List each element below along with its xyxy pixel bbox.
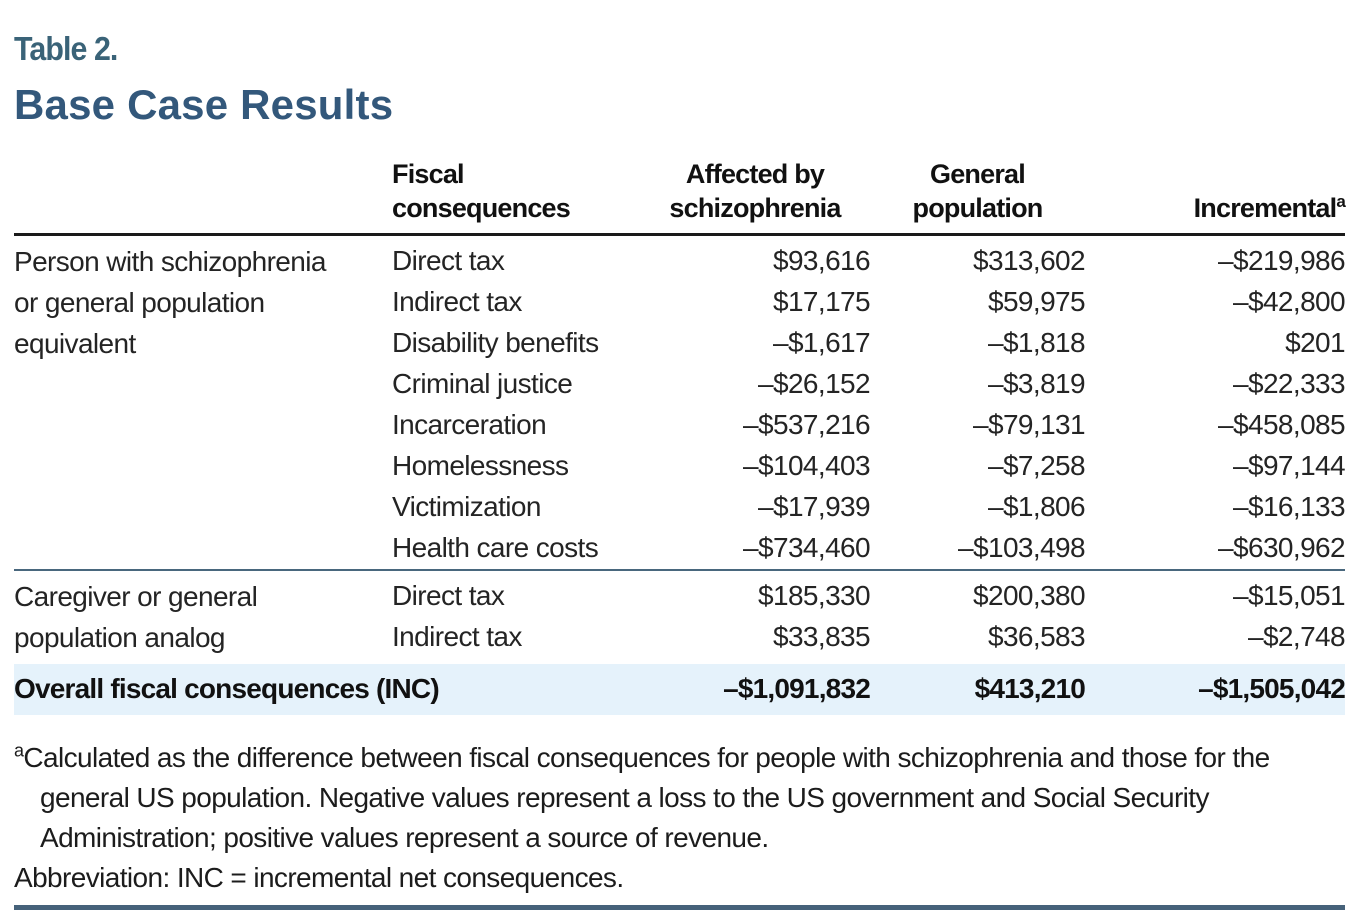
- cell-incremental: –$42,800: [1233, 286, 1345, 317]
- cell-incremental: –$458,085: [1218, 409, 1345, 440]
- cell-affected: –$104,403: [743, 450, 870, 481]
- row-category: Indirect tax: [392, 286, 522, 317]
- group-label: Person with schizophrenia or general population equivalent: [14, 245, 326, 359]
- row-category: Homelessness: [392, 450, 569, 481]
- cell-general: $59,975: [987, 286, 1085, 317]
- table-row: [392, 446, 1345, 487]
- row-category: Direct tax: [392, 245, 505, 276]
- cell-general: $200,380: [973, 580, 1085, 611]
- cell-affected: $17,175: [772, 286, 870, 317]
- cell-affected: –$734,460: [743, 532, 870, 563]
- cell-incremental: –$22,333: [1233, 368, 1345, 399]
- row-category: Health care costs: [392, 532, 599, 563]
- column-header-fiscal-consequences: Fiscal consequences: [392, 159, 570, 223]
- table-row: [392, 323, 1345, 364]
- cell-incremental: –$219,986: [1218, 245, 1345, 276]
- row-category: Disability benefits: [392, 327, 599, 358]
- cell-incremental: $201: [1285, 327, 1345, 358]
- table-row: [392, 241, 1345, 282]
- cell-affected: –$537,216: [743, 409, 870, 440]
- column-header-affected: Affected by schizophrenia: [669, 159, 841, 223]
- cell-affected: –$1,617: [772, 327, 870, 358]
- table-group-caregiver: [14, 569, 1345, 658]
- cell-general: –$7,258: [987, 450, 1085, 481]
- footnote-a-marker: a: [14, 740, 24, 761]
- bottom-rule: [14, 905, 1345, 910]
- cell-general: –$1,806: [987, 491, 1085, 522]
- cell-general: –$1,818: [987, 327, 1085, 358]
- table-row: [392, 364, 1345, 405]
- row-category: Indirect tax: [392, 621, 522, 652]
- cell-incremental: –$630,962: [1218, 532, 1345, 563]
- table-row: [392, 405, 1345, 446]
- table-title: Base Case Results: [14, 81, 394, 128]
- table-row: [392, 487, 1345, 528]
- cell-general: –$79,131: [973, 409, 1085, 440]
- cell-affected: –$26,152: [758, 368, 870, 399]
- table-footnotes: [14, 738, 1349, 898]
- cell-general: –$3,819: [987, 368, 1085, 399]
- cell-incremental: –$2,748: [1247, 621, 1345, 652]
- row-category: Criminal justice: [392, 368, 573, 399]
- cell-affected: –$1,091,832: [723, 673, 870, 704]
- table-number-label: Table 2.: [14, 30, 118, 67]
- group-label: Caregiver or general population analog: [14, 580, 258, 653]
- cell-general: $36,583: [987, 621, 1085, 652]
- cell-general: –$103,498: [958, 532, 1085, 563]
- cell-affected: $33,835: [772, 621, 870, 652]
- footnote-a: [14, 738, 1349, 858]
- base-case-results-table: [14, 158, 1345, 715]
- table-group-person-with-schizophrenia: [14, 236, 1345, 569]
- footnote-marker-superscript: a: [1336, 191, 1345, 211]
- table-row: [392, 617, 1345, 658]
- overall-fiscal-consequences-row: [14, 664, 1345, 715]
- cell-affected: $93,616: [772, 245, 870, 276]
- table-header-row: [14, 158, 1345, 236]
- table-row: [392, 528, 1345, 569]
- cell-general: $313,602: [973, 245, 1085, 276]
- table-row: [392, 282, 1345, 323]
- column-header-general: General population: [912, 159, 1043, 223]
- cell-incremental: –$97,144: [1233, 450, 1345, 481]
- row-category: Incarceration: [392, 409, 547, 440]
- total-row-label: Overall fiscal consequences (INC): [14, 673, 439, 704]
- cell-general: $413,210: [974, 673, 1085, 704]
- abbreviation-note: Abbreviation: INC = incremental net consequences.: [14, 861, 624, 893]
- table-row: [392, 576, 1345, 617]
- cell-incremental: –$16,133: [1233, 491, 1345, 522]
- cell-incremental: –$15,051: [1233, 580, 1345, 611]
- column-header-incremental: Incremental$^a$: [1193, 191, 1345, 223]
- row-category: Victimization: [392, 491, 541, 522]
- cell-incremental: –$1,505,042: [1198, 673, 1345, 704]
- cell-affected: –$17,939: [758, 491, 870, 522]
- footnote-a-text: Calculated as the difference between fiscal consequences for people with schizophrenia and those for the general US population. Negative values represent a loss to the US government and Social Security Administration; positive values represent a source of revenue.: [23, 741, 1270, 853]
- row-category: Direct tax: [392, 580, 505, 611]
- cell-affected: $185,330: [758, 580, 870, 611]
